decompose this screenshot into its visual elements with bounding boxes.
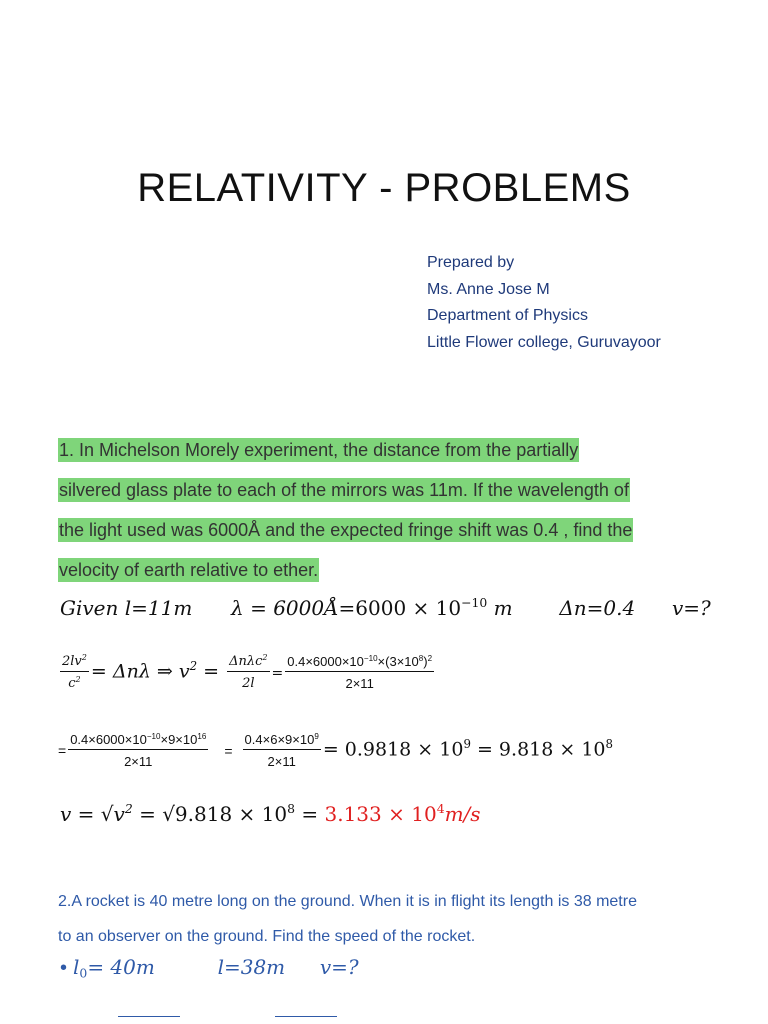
cut-off-root-bar <box>275 1016 337 1017</box>
problem-1-step-2: = $\frac{0.4\times 6000\times 10^{-10}\times 9\times 10^{16}}{2\times 11}$ = $\frac{0.4\times 6\times 9\times 10^9}{2\times 11}$ = $0.9818 \times 10^9 = 9.818 \times 10^8$ <box>58 731 614 769</box>
given-wavelength-lhs: λ = 6000Å <box>231 596 339 620</box>
given-wavelength-exponent: −10 <box>461 594 488 610</box>
page-title: RELATIVITY - PROBLEMS <box>137 166 631 210</box>
problem-line: 2.A rocket is 40 metre long on the ground. When it is in flight its length is 38 metre <box>58 893 637 910</box>
problem-2-given: • $l_0= 40m$ l=38m v=? <box>60 955 359 981</box>
problem-1-given <box>60 596 711 620</box>
bullet-icon: • <box>60 957 68 979</box>
given-fringe-shift: Δn=0.4 <box>559 596 636 620</box>
problem-2-statement <box>58 884 718 954</box>
credits-block <box>427 250 661 357</box>
problem-line: to an observer on the ground. Find the speed of the rocket. <box>58 928 476 945</box>
given-velocity-unknown: v=? <box>671 596 711 620</box>
given-wavelength-unit: m <box>493 596 513 620</box>
highlighted-line: 1. In Michelson Morely experiment, the distance from the partially <box>59 440 579 460</box>
problem-1-step-1: $\frac{2lv^2}{c^2}$ = Δnλ ⇒ $v^2$ = $\frac{\Delta n\lambda c^2}{2l}$ = $\frac{0.4\times 6000\times 10^{-10}\times(3\times 10^8)^2}{2\times 11}$ <box>62 652 433 691</box>
highlighted-line: the light used was 6000Å and the expected fringe shift was 0.4 , find the <box>59 520 633 540</box>
fraction: $\frac{0.4\times 6\times 9\times 10^9}{2\times 11}$ <box>244 731 319 769</box>
fraction: $\frac{2lv^2}{c^2}$ <box>62 652 87 691</box>
cut-off-root-bar <box>118 1016 180 1017</box>
highlighted-line: velocity of earth relative to ether. <box>59 560 319 580</box>
fraction: $\frac{\Delta n\lambda c^2}{2l}$ <box>229 652 268 691</box>
given-length: Given l=11m <box>60 596 193 620</box>
highlighted-line: silvered glass plate to each of the mirrors was 11m. If the wavelength of <box>59 480 629 500</box>
answer-value: 3.133 × 10 <box>324 802 437 826</box>
credit-line: Prepared by <box>427 254 515 271</box>
credit-line: Little Flower college, Guruvayoor <box>427 334 661 352</box>
credit-line: Department of Physics <box>427 307 588 325</box>
credit-line: Ms. Anne Jose M <box>427 280 550 298</box>
problem-1-statement <box>58 430 708 590</box>
step-2-result: = 0.9818 × 10 <box>322 738 464 761</box>
fraction: $\frac{0.4\times 6000\times 10^{-10}\times 9\times 10^{16}}{2\times 11}$ <box>70 731 207 769</box>
answer-unit: m/s <box>444 802 481 826</box>
fraction: $\frac{0.4\times 6000\times 10^{-10}\times(3\times 10^8)^2}{2\times 11}$ <box>287 653 433 691</box>
given-wavelength-rhs: =6000 × 10 <box>338 596 462 620</box>
problem-1-step-3: $v = √v^2 = √9.818 \times 10^8 = 3.133 \times 10^4m/s$ <box>60 800 481 826</box>
